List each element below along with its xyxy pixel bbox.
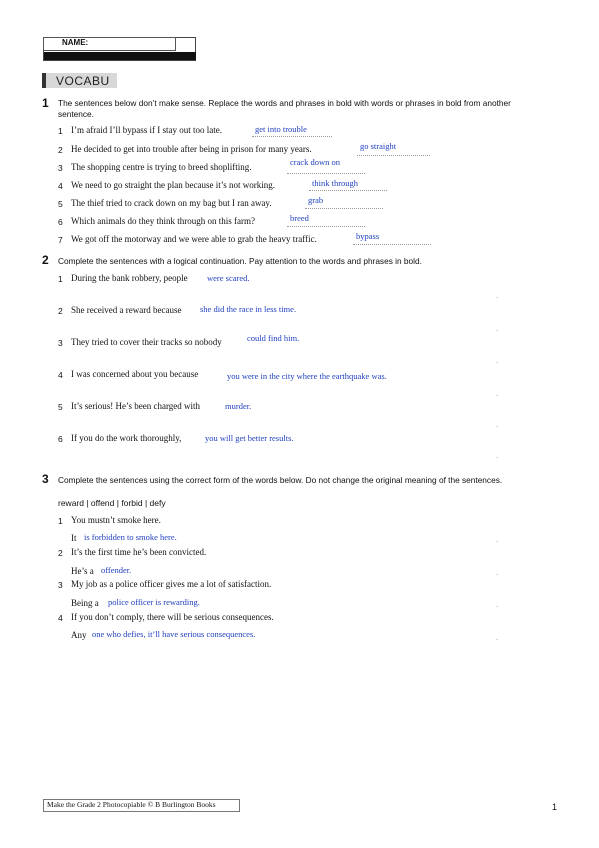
ex3-prompt: Any: [71, 630, 87, 640]
ex1-item-text: We need to go straight the plan because it’s not working.: [71, 180, 275, 190]
line-end-dot: .: [496, 600, 498, 609]
ex2-item-text: I was concerned about you because: [71, 369, 199, 379]
answer-line: [287, 173, 365, 174]
ex1-answer[interactable]: grab: [308, 195, 324, 205]
ex3-item-number: 2: [58, 548, 63, 558]
ex1-item-number: 5: [58, 199, 63, 209]
ex2-item-number: 1: [58, 274, 63, 284]
answer-line: [309, 190, 387, 191]
ex3-item-number: 3: [58, 580, 63, 590]
ex1-item-text: Which animals do they think through on this farm?: [71, 216, 255, 226]
ex1-item-text: He decided to get into trouble after being in prison for many years.: [71, 144, 312, 154]
ex2-answer[interactable]: she did the race in less time.: [200, 304, 297, 314]
answer-line: [357, 155, 430, 156]
ex2-answer[interactable]: you were in the city where the earthquake was.: [227, 371, 387, 381]
ex1-item-number: 3: [58, 163, 63, 173]
ex2-item-text: During the bank robbery, people: [71, 273, 188, 283]
ex1-answer[interactable]: get into trouble: [255, 124, 307, 134]
ex2-answer[interactable]: you will get better results.: [205, 433, 294, 443]
ex1-item-text: The shopping centre is trying to breed shoplifting.: [71, 162, 252, 172]
ex3-item-text: You mustn’t smoke here.: [71, 515, 161, 525]
ex1-answer[interactable]: crack down on: [290, 157, 341, 167]
exercise-2-instruction: Complete the sentences with a logical continuation. Pay attention to the words and phrases in bold.: [58, 256, 422, 266]
ex3-answer[interactable]: offender.: [101, 565, 132, 575]
ex1-item-number: 7: [58, 235, 63, 245]
footer-credit: Make the Grade 2 Photocopiable © B Burlington Books: [47, 800, 216, 809]
line-end-dot: .: [496, 451, 498, 460]
ex3-item-text: If you don’t comply, there will be serious consequences.: [71, 612, 274, 622]
ex3-answer[interactable]: is forbidden to smoke here.: [84, 532, 177, 542]
line-end-dot: .: [496, 389, 498, 398]
ex2-item-text: If you do the work thoroughly,: [71, 433, 182, 443]
line-end-dot: .: [496, 633, 498, 642]
ex2-item-number: 4: [58, 370, 63, 380]
ex3-item-number: 4: [58, 613, 63, 623]
exercise-1-number: 1: [42, 96, 49, 110]
ex2-answer[interactable]: murder.: [225, 401, 252, 411]
ex1-item-number: 6: [58, 217, 63, 227]
ex3-item-number: 1: [58, 516, 63, 526]
ex1-answer[interactable]: go straight: [360, 141, 397, 151]
ex2-item-number: 2: [58, 306, 63, 316]
ex2-item-text: They tried to cover their tracks so nobody: [71, 337, 222, 347]
name-bar: [44, 52, 196, 60]
ex3-prompt: It: [71, 533, 77, 543]
line-end-dot: .: [496, 291, 498, 300]
name-label: NAME:: [62, 38, 89, 47]
ex1-item-text: The thief tried to crack down on my bag but I ran away.: [71, 198, 272, 208]
ex1-item-text: We got off the motorway and we were able to grab the heavy traffic.: [71, 234, 317, 244]
ex2-item-text: She received a reward because: [71, 305, 182, 315]
line-end-dot: .: [496, 324, 498, 333]
ex1-item-number: 4: [58, 181, 63, 191]
exercise-3-instruction: Complete the sentences using the correct form of the words below. Do not change the original meaning of the sentences.: [58, 475, 503, 485]
ex1-item-text: I’m afraid I’ll bypass if I stay out too late.: [71, 125, 222, 135]
ex1-answer[interactable]: bypass: [356, 231, 380, 241]
exercise-3-number: 3: [42, 472, 49, 486]
ex2-item-number: 6: [58, 434, 63, 444]
answer-line: [305, 208, 383, 209]
ex3-item-text: My job as a police officer gives me a lot of satisfaction.: [71, 579, 272, 589]
ex3-answer[interactable]: police officer is rewarding.: [108, 597, 200, 607]
line-end-dot: .: [496, 535, 498, 544]
ex2-answer[interactable]: could find him.: [247, 333, 300, 343]
exercise-2-number: 2: [42, 253, 49, 267]
section-tab-accent: [42, 73, 46, 88]
ex1-answer[interactable]: think through: [312, 178, 359, 188]
ex3-prompt: He’s a: [71, 566, 94, 576]
ex1-answer[interactable]: breed: [290, 213, 309, 223]
ex2-item-text: It’s serious! He’s been charged with: [71, 401, 201, 411]
word-bank: reward | offend | forbid | defy: [58, 498, 166, 508]
ex2-item-number: 3: [58, 338, 63, 348]
line-end-dot: .: [496, 568, 498, 577]
line-end-dot: .: [496, 356, 498, 365]
exercise-1-instruction: The sentences below don’t make sense. Replace the words and phrases in bold with words or phrases in bold from another sentence.: [58, 98, 511, 119]
ex3-prompt: Being a: [71, 598, 99, 608]
ex2-answer[interactable]: were scared.: [207, 273, 250, 283]
page-number: 1: [552, 802, 558, 812]
answer-line: [287, 226, 365, 227]
section-tab-label: VOCABU: [56, 74, 110, 88]
line-end-dot: .: [496, 420, 498, 429]
ex1-item-number: 2: [58, 145, 63, 155]
ex2-item-number: 5: [58, 402, 63, 412]
answer-line: [353, 244, 431, 245]
ex3-answer[interactable]: one who defies, it’ll have serious consequences.: [92, 629, 256, 639]
ex3-item-text: It’s the first time he’s been convicted.: [71, 547, 207, 557]
ex1-item-number: 1: [58, 126, 63, 136]
answer-line: [252, 136, 332, 137]
